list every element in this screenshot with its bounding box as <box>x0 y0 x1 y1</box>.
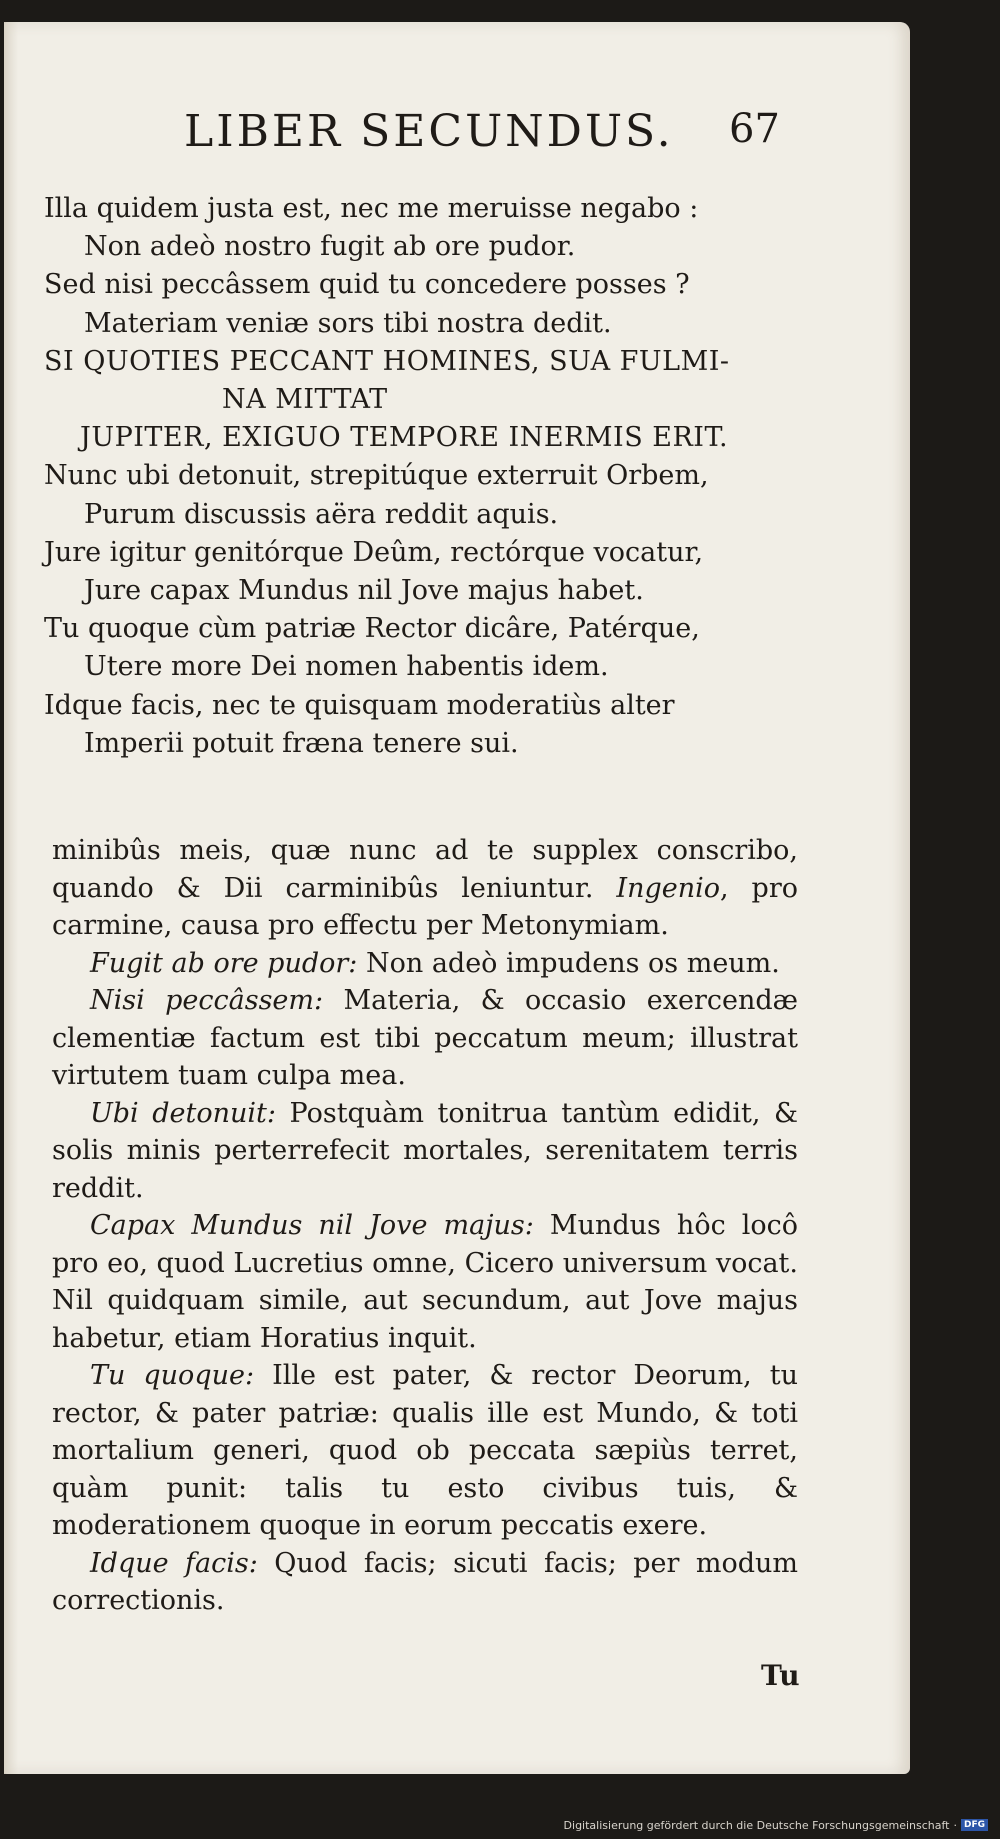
commentary-text: , pro carmine, causa pro effectu per Metonymiam. <box>52 872 798 941</box>
commentary-lemma: Nisi peccâssem: <box>90 985 324 1016</box>
verse-line-capitals: SI QUOTIES PECCANT HOMINES, SUA FULMI- <box>44 345 730 377</box>
commentary-text: Materia, & occasio exercendæ clementiæ factum est tibi peccatum meum; illustrat virtutem tuam culpa mea. <box>52 985 799 1091</box>
verse-line: Utere more Dei nomen habentis idem. <box>84 651 609 683</box>
commentary-paragraph <box>52 1357 798 1545</box>
verse-line: Sed nisi peccâssem quid tu concedere posses ? <box>44 269 690 301</box>
running-head <box>4 106 910 156</box>
verse-line: Jure igitur genitórque Deûm, rectórque vocatur, <box>44 536 704 568</box>
commentary-lemma: Fugit ab ore pudor: <box>90 947 358 979</box>
verse-line-capitals: JUPITER, EXIGUO TEMPORE INERMIS ERIT. <box>80 422 729 454</box>
verse-block <box>44 190 804 763</box>
book-page <box>4 22 910 1774</box>
verse-line: Imperii potuit fræna tenere sui. <box>84 727 519 759</box>
commentary-lemma: Ingenio <box>616 872 721 904</box>
verse-line-capitals: NA MITTAT <box>222 384 388 416</box>
verse-line: Idque facis, nec te quisquam moderatiùs alter <box>44 689 675 721</box>
commentary-text: minibûs meis, quæ nunc ad te supplex conscribo, quando & Dii carminibûs leniuntur. <box>52 835 798 904</box>
commentary-lemma: Capax Mundus nil Jove majus: <box>90 1210 534 1241</box>
commentary-block <box>52 832 798 1620</box>
verse-line: Tu quoque cùm patriæ Rector dicâre, Patérque, <box>44 613 700 645</box>
footer-credit: Digitalisierung gefördert durch die Deutsche Forschungsgemeinschaft <box>563 1818 950 1832</box>
commentary-paragraph <box>52 1095 798 1208</box>
commentary-lemma: Tu quoque: <box>90 1360 255 1391</box>
page-gutter-shadow <box>4 22 18 1774</box>
commentary-text: Quod facis; sicuti facis; per modum correctionis. <box>52 1547 799 1616</box>
commentary-paragraph <box>52 1545 798 1620</box>
commentary-lemma: Idque facis: <box>90 1547 258 1579</box>
running-head-title: LIBER SECUNDUS. <box>184 106 674 157</box>
digitization-footer <box>564 1817 988 1833</box>
commentary-text: Postquàm tonitrua tantùm edidit, & solis minis perterrefecit mortales, serenitatem terris reddit. <box>52 1097 799 1204</box>
commentary-paragraph <box>52 832 798 945</box>
commentary-text: Mundus hôc locô pro eo, quod Lucretius omne, Cicero universum vocat. Nil quidquam simile, aut secundum, aut Jove majus habetur, etiam Horatius inquit. <box>52 1210 799 1354</box>
commentary-lemma: Ubi detonuit: <box>90 1097 276 1129</box>
page-number: 67 <box>729 106 780 152</box>
verse-line: Purum discussis aëra reddit aquis. <box>84 498 559 530</box>
commentary-paragraph <box>52 945 798 983</box>
verse-line: Nunc ubi detonuit, strepitúque exterruit Orbem, <box>44 460 709 492</box>
commentary-paragraph <box>52 982 798 1095</box>
footer-separator: · <box>953 1818 957 1832</box>
verse-line: Non adeò nostro fugit ab ore pudor. <box>84 231 576 263</box>
commentary-text: Ille est pater, & rector Deorum, tu rector, & pater patriæ: qualis ille est Mundo, & toti mortalium generi, quod ob peccata sæpiùs terret, quàm punit: talis tu esto civibus tuis, & moderationem quoque in eorum peccatis exere. <box>52 1360 798 1541</box>
commentary-paragraph <box>52 1207 798 1357</box>
dfg-logo: DFG <box>961 1819 988 1831</box>
verse-line: Jure capax Mundus nil Jove majus habet. <box>84 575 644 607</box>
verse-line: Illa quidem justa est, nec me meruisse negabo : <box>44 193 699 224</box>
commentary-text: Non adeò impudens os meum. <box>357 947 780 979</box>
catchword: Tu <box>761 1659 800 1692</box>
verse-line: Materiam veniæ sors tibi nostra dedit. <box>84 307 612 339</box>
